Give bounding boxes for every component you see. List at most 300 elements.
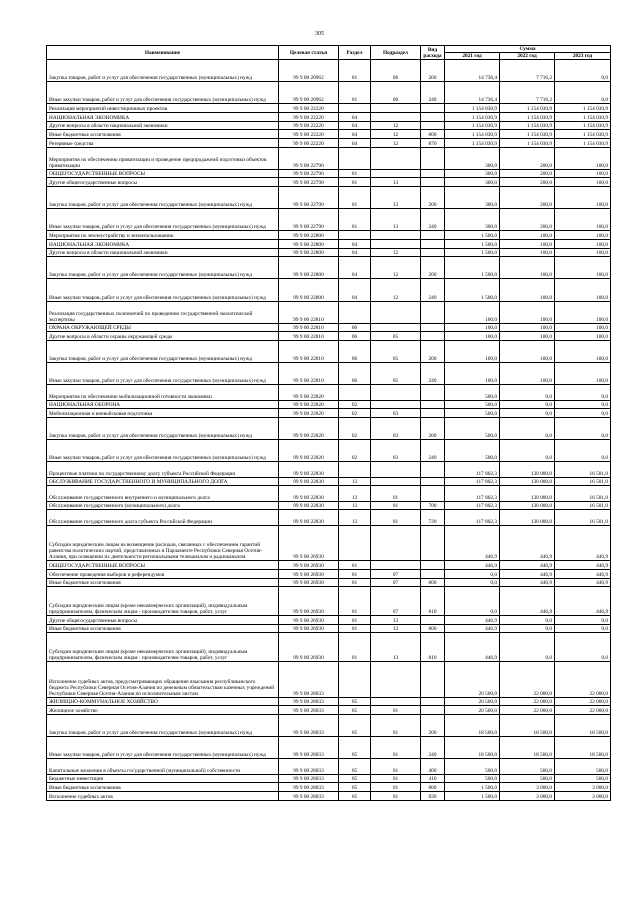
- row-section: 02: [339, 409, 371, 418]
- row-section: 04: [339, 112, 371, 121]
- row-section: [339, 147, 371, 169]
- row-value-2021: 446,9: [445, 525, 500, 561]
- row-value-2021: 500,0: [445, 440, 500, 462]
- row-value-2023: 446,9: [555, 525, 611, 561]
- row-code: 99 9 00 22790: [279, 187, 339, 209]
- row-subsection: 06: [371, 60, 421, 82]
- row-type: [421, 112, 445, 121]
- row-name: Закупка товаров, работ и услуг для обеспечения государственных (муниципальных) нужд: [47, 187, 279, 209]
- row-code: 99 9 00 22220: [279, 121, 339, 130]
- row-value-2023: 100,0: [555, 301, 611, 323]
- table-row: [47, 737, 611, 759]
- row-subsection: 03: [371, 417, 421, 439]
- row-section: 05: [339, 706, 371, 715]
- row-value-2023: 446,9: [555, 578, 611, 587]
- row-value-2023: 446,9: [555, 587, 611, 616]
- row-code: 99 9 00 22830: [279, 510, 339, 525]
- row-subsection: 05: [371, 341, 421, 363]
- row-section: 01: [339, 82, 371, 104]
- row-name: Резервные средства: [47, 138, 279, 147]
- table-row: [47, 510, 611, 525]
- row-subsection: 07: [371, 578, 421, 587]
- row-value-2021: 446,9: [445, 561, 500, 570]
- row-value-2022: 22 000,0: [500, 706, 555, 715]
- page-number: 305: [315, 31, 324, 37]
- row-value-2021: 100,0: [445, 363, 500, 385]
- table-row: [47, 569, 611, 578]
- row-value-2023: 100,0: [555, 257, 611, 279]
- row-subsection: [371, 104, 421, 113]
- row-name: Обслуживание государственного (муниципального) долга: [47, 501, 279, 510]
- budget-table: [46, 45, 611, 801]
- row-value-2022: 1 154 030,9: [500, 112, 555, 121]
- row-code: 99 9 00 22800: [279, 257, 339, 279]
- row-subsection: 13: [371, 178, 421, 187]
- row-section: 05: [339, 715, 371, 737]
- row-value-2023: 16 501,0: [555, 501, 611, 510]
- header-name: Наименование: [47, 46, 279, 60]
- row-value-2021: 14 736,4: [445, 60, 500, 82]
- row-value-2021: 1 154 030,9: [445, 130, 500, 139]
- row-type: 700: [421, 501, 445, 510]
- row-value-2021: 117 802,3: [445, 477, 500, 486]
- row-name: Бюджетные инвестиции: [47, 774, 279, 783]
- row-value-2023: 100,0: [555, 209, 611, 231]
- row-name: Жилищное хозяйство: [47, 706, 279, 715]
- row-subsection: 07: [371, 569, 421, 578]
- row-code: 99 9 00 28033: [279, 697, 339, 706]
- row-value-2021: 446,9: [445, 624, 500, 633]
- row-code: 99 9 00 22810: [279, 341, 339, 363]
- row-code: 99 9 00 22830: [279, 462, 339, 477]
- row-section: [339, 525, 371, 561]
- row-value-2023: 0,0: [555, 400, 611, 409]
- row-type: [421, 561, 445, 570]
- row-value-2023: 18 500,0: [555, 715, 611, 737]
- row-name: НАЦИОНАЛЬНАЯ ОБОРОНА: [47, 400, 279, 409]
- row-type: [421, 662, 445, 698]
- table-row: [47, 501, 611, 510]
- row-section: 13: [339, 486, 371, 501]
- row-name: Иные бюджетные ассигнования: [47, 624, 279, 633]
- table-row: [47, 417, 611, 439]
- table-row: [47, 82, 611, 104]
- row-name: Другие вопросы в области национальной экономики: [47, 121, 279, 130]
- row-name: Иные закупки товаров, работ и услуг для обеспечения государственных (муниципальных) нужд: [47, 363, 279, 385]
- row-value-2023: 0,0: [555, 82, 611, 104]
- row-type: [421, 239, 445, 248]
- row-code: 99 9 00 22820: [279, 409, 339, 418]
- row-subsection: 01: [371, 792, 421, 801]
- row-section: 04: [339, 279, 371, 301]
- row-type: 240: [421, 363, 445, 385]
- row-value-2022: 0,0: [500, 385, 555, 400]
- row-value-2021: 117 802,3: [445, 462, 500, 477]
- row-section: 06: [339, 323, 371, 332]
- table-row: [47, 525, 611, 561]
- table-row: [47, 231, 611, 240]
- table-row: [47, 248, 611, 257]
- row-value-2021: 500,0: [445, 400, 500, 409]
- row-value-2023: 100,0: [555, 178, 611, 187]
- row-section: 05: [339, 737, 371, 759]
- table-row: [47, 60, 611, 82]
- row-value-2021: 1 154 030,9: [445, 104, 500, 113]
- row-subsection: [371, 385, 421, 400]
- row-section: 02: [339, 417, 371, 439]
- row-name: Субсидии юридическим лицам (кроме некоммерческих организаций), индивидуальным предпринимателям, физическим лицам - производителям товаров, работ, услуг: [47, 633, 279, 662]
- row-value-2023: 16 501,0: [555, 486, 611, 501]
- row-subsection: 12: [371, 121, 421, 130]
- row-value-2021: 1 500,0: [445, 248, 500, 257]
- row-type: [421, 525, 445, 561]
- row-code: 99 9 00 26930: [279, 569, 339, 578]
- row-type: [421, 400, 445, 409]
- row-code: 99 9 00 28033: [279, 792, 339, 801]
- row-type: 200: [421, 187, 445, 209]
- row-section: 05: [339, 792, 371, 801]
- row-name: Закупка товаров, работ и услуг для обеспечения государственных (муниципальных) нужд: [47, 715, 279, 737]
- row-subsection: [371, 697, 421, 706]
- row-subsection: 12: [371, 279, 421, 301]
- row-value-2023: 1 154 030,9: [555, 121, 611, 130]
- row-value-2021: 117 802,3: [445, 486, 500, 501]
- row-value-2022: 18 500,0: [500, 715, 555, 737]
- row-name: ОХРАНА ОКРУЖАЮЩЕЙ СРЕДЫ: [47, 323, 279, 332]
- table-row: [47, 121, 611, 130]
- row-value-2022: 500,0: [500, 774, 555, 783]
- row-value-2023: 100,0: [555, 332, 611, 341]
- row-value-2021: 446,9: [445, 616, 500, 625]
- row-code: 99 9 00 28033: [279, 706, 339, 715]
- row-subsection: 01: [371, 783, 421, 792]
- row-value-2022: 100,0: [500, 248, 555, 257]
- row-value-2023: 100,0: [555, 147, 611, 169]
- table-row: [47, 209, 611, 231]
- row-name: Исполнение судебных актов, предусматривающих обращение взыскания республиканского бюджета Республики Северная Осетия-Алания по денежным обязательствам казенных учреждений Республики Северная Осетия-Алания по исполнительным листам: [47, 662, 279, 698]
- header-sum: Сумма: [445, 46, 611, 53]
- row-type: 240: [421, 279, 445, 301]
- row-value-2023: 100,0: [555, 363, 611, 385]
- row-value-2022: 1 154 030,9: [500, 121, 555, 130]
- row-value-2023: 22 000,0: [555, 697, 611, 706]
- row-code: 99 9 00 22830: [279, 501, 339, 510]
- row-type: [421, 301, 445, 323]
- row-type: 200: [421, 60, 445, 82]
- header-2022: 2022 год: [500, 53, 555, 60]
- table-row: [47, 462, 611, 477]
- row-code: 99 9 00 26930: [279, 561, 339, 570]
- table-row: [47, 138, 611, 147]
- row-value-2022: 1 154 030,9: [500, 130, 555, 139]
- row-subsection: 13: [371, 624, 421, 633]
- row-value-2023: 1 154 030,9: [555, 104, 611, 113]
- table-row: [47, 257, 611, 279]
- row-type: [421, 178, 445, 187]
- row-section: 01: [339, 169, 371, 178]
- row-section: 01: [339, 209, 371, 231]
- row-code: 99 9 00 26930: [279, 624, 339, 633]
- row-value-2023: 0,0: [555, 440, 611, 462]
- row-section: 05: [339, 759, 371, 774]
- row-value-2023: 0,0: [555, 417, 611, 439]
- row-type: 240: [421, 737, 445, 759]
- row-name: Иные бюджетные ассигнования: [47, 130, 279, 139]
- row-value-2021: 300,0: [445, 169, 500, 178]
- row-value-2022: 0,0: [500, 616, 555, 625]
- row-value-2022: 130 000,0: [500, 486, 555, 501]
- table-row: [47, 561, 611, 570]
- row-value-2022: 0,0: [500, 440, 555, 462]
- row-name: ЖИЛИЩНО-КОММУНАЛЬНОЕ ХОЗЯЙСТВО: [47, 697, 279, 706]
- row-section: 06: [339, 332, 371, 341]
- row-code: 99 9 00 22800: [279, 231, 339, 240]
- row-value-2021: 0,0: [445, 569, 500, 578]
- row-value-2022: 200,0: [500, 178, 555, 187]
- row-value-2023: 100,0: [555, 187, 611, 209]
- row-value-2022: 446,9: [500, 569, 555, 578]
- row-name: Реализация государственных полномочий по проведению государственной экологической экспертизы: [47, 301, 279, 323]
- row-subsection: [371, 525, 421, 561]
- row-name: Иные закупки товаров, работ и услуг для обеспечения государственных (муниципальных) нужд: [47, 279, 279, 301]
- row-value-2022: 3 000,0: [500, 783, 555, 792]
- row-name: Мероприятия по обеспечению приватизации и проведение предпродажной подготовки объектов приватизации: [47, 147, 279, 169]
- row-subsection: [371, 462, 421, 477]
- row-value-2021: 500,0: [445, 385, 500, 400]
- row-type: 200: [421, 257, 445, 279]
- header-2021: 2021 год: [445, 53, 500, 60]
- row-section: 01: [339, 616, 371, 625]
- row-value-2021: 1 500,0: [445, 231, 500, 240]
- row-value-2021: 117 802,3: [445, 510, 500, 525]
- row-section: 02: [339, 400, 371, 409]
- row-value-2023: 1 154 030,9: [555, 138, 611, 147]
- row-value-2021: 20 500,0: [445, 697, 500, 706]
- row-section: [339, 301, 371, 323]
- row-value-2023: 3 000,0: [555, 792, 611, 801]
- table-body: [47, 60, 611, 801]
- row-type: 830: [421, 792, 445, 801]
- row-value-2021: 446,9: [445, 633, 500, 662]
- row-subsection: 01: [371, 737, 421, 759]
- row-type: [421, 477, 445, 486]
- row-code: 99 9 00 22220: [279, 138, 339, 147]
- row-value-2022: 200,0: [500, 187, 555, 209]
- row-value-2021: 300,0: [445, 178, 500, 187]
- header-code: Целевая статья: [279, 46, 339, 60]
- row-code: 99 9 00 22790: [279, 169, 339, 178]
- table-row: [47, 332, 611, 341]
- row-subsection: 01: [371, 706, 421, 715]
- row-code: 99 9 00 28033: [279, 737, 339, 759]
- row-type: 400: [421, 759, 445, 774]
- row-name: НАЦИОНАЛЬНАЯ ЭКОНОМИКА: [47, 112, 279, 121]
- row-value-2021: 500,0: [445, 759, 500, 774]
- row-section: 04: [339, 138, 371, 147]
- row-section: 06: [339, 341, 371, 363]
- row-name: Субсидии юридическим лицам на возмещение расходов, связанных с обеспечением гарантий равенства политических партий, представленных в Парламенте Республики Северная Осетия-Алания, при освещении их деятельности региональными телеканалом и радиоканалом: [47, 525, 279, 561]
- row-subsection: 05: [371, 332, 421, 341]
- row-type: 240: [421, 440, 445, 462]
- table-row: [47, 104, 611, 113]
- row-value-2022: 130 000,0: [500, 510, 555, 525]
- row-name: Иные бюджетные ассигнования: [47, 783, 279, 792]
- row-value-2022: 100,0: [500, 323, 555, 332]
- row-code: 99 9 00 22820: [279, 417, 339, 439]
- row-subsection: 01: [371, 759, 421, 774]
- row-subsection: [371, 477, 421, 486]
- row-type: [421, 169, 445, 178]
- row-code: 99 9 00 26930: [279, 616, 339, 625]
- table-row: [47, 783, 611, 792]
- row-subsection: 01: [371, 486, 421, 501]
- row-section: [339, 462, 371, 477]
- row-subsection: [371, 400, 421, 409]
- row-section: 05: [339, 783, 371, 792]
- table-row: [47, 587, 611, 616]
- row-subsection: 12: [371, 257, 421, 279]
- table-row: [47, 169, 611, 178]
- row-type: 800: [421, 578, 445, 587]
- row-value-2023: 100,0: [555, 248, 611, 257]
- row-section: 01: [339, 624, 371, 633]
- row-section: 02: [339, 440, 371, 462]
- row-type: [421, 706, 445, 715]
- row-name: Закупка товаров, работ и услуг для обеспечения государственных (муниципальных) нужд: [47, 417, 279, 439]
- row-code: 99 9 00 22810: [279, 332, 339, 341]
- row-type: 810: [421, 587, 445, 616]
- row-value-2022: 0,0: [500, 624, 555, 633]
- row-name: Реализация мероприятий инвестиционных проектов: [47, 104, 279, 113]
- header-section: Раздел: [339, 46, 371, 60]
- row-code: 99 9 00 22220: [279, 112, 339, 121]
- row-value-2021: 14 736,4: [445, 82, 500, 104]
- table-row: [47, 279, 611, 301]
- row-name: Мобилизационная и вневойсковая подготовка: [47, 409, 279, 418]
- row-value-2022: 100,0: [500, 239, 555, 248]
- row-section: 04: [339, 130, 371, 139]
- row-type: 810: [421, 633, 445, 662]
- row-value-2021: 18 500,0: [445, 715, 500, 737]
- row-value-2021: 100,0: [445, 301, 500, 323]
- row-value-2023: 100,0: [555, 239, 611, 248]
- row-name: Мероприятия по обеспечению мобилизационной готовности экономики: [47, 385, 279, 400]
- table-row: [47, 633, 611, 662]
- row-name: Иные закупки товаров, работ и услуг для обеспечения государственных (муниципальных) нужд: [47, 440, 279, 462]
- row-value-2021: 100,0: [445, 341, 500, 363]
- table-row: [47, 486, 611, 501]
- row-section: 01: [339, 561, 371, 570]
- table-row: [47, 624, 611, 633]
- row-subsection: 13: [371, 616, 421, 625]
- row-value-2022: 100,0: [500, 332, 555, 341]
- row-code: 99 9 00 20962: [279, 82, 339, 104]
- table-row: [47, 112, 611, 121]
- row-code: 99 9 00 20962: [279, 60, 339, 82]
- row-type: 200: [421, 417, 445, 439]
- row-subsection: [371, 112, 421, 121]
- row-type: 200: [421, 341, 445, 363]
- row-name: ОБЩЕГОСУДАРСТВЕННЫЕ ВОПРОСЫ: [47, 169, 279, 178]
- row-section: 01: [339, 633, 371, 662]
- row-value-2023: 446,9: [555, 569, 611, 578]
- row-value-2022: 1 154 030,9: [500, 138, 555, 147]
- row-value-2022: 100,0: [500, 279, 555, 301]
- row-section: 01: [339, 578, 371, 587]
- row-name: Субсидии юридическим лицам (кроме некоммерческих организаций), индивидуальным предпринимателям, физическим лицам - производителям товаров, работ, услуг: [47, 587, 279, 616]
- row-name: Иные закупки товаров, работ и услуг для обеспечения государственных (муниципальных) нужд: [47, 82, 279, 104]
- row-type: [421, 385, 445, 400]
- row-section: 13: [339, 501, 371, 510]
- row-value-2022: 200,0: [500, 169, 555, 178]
- table-row: [47, 706, 611, 715]
- row-type: [421, 569, 445, 578]
- row-type: [421, 409, 445, 418]
- row-subsection: 12: [371, 248, 421, 257]
- row-type: 800: [421, 783, 445, 792]
- row-type: 800: [421, 130, 445, 139]
- row-value-2021: 300,0: [445, 187, 500, 209]
- row-code: 99 9 00 22800: [279, 248, 339, 257]
- row-subsection: 03: [371, 440, 421, 462]
- table-row: [47, 301, 611, 323]
- row-code: 99 9 00 28033: [279, 662, 339, 698]
- row-section: 01: [339, 187, 371, 209]
- row-value-2022: 22 000,0: [500, 662, 555, 698]
- row-code: 99 9 00 22820: [279, 385, 339, 400]
- row-subsection: [371, 239, 421, 248]
- row-value-2023: 100,0: [555, 169, 611, 178]
- row-name: Другие общегосударственные вопросы: [47, 178, 279, 187]
- table-row: [47, 774, 611, 783]
- row-section: 06: [339, 363, 371, 385]
- row-value-2022: 0,0: [500, 400, 555, 409]
- row-value-2021: 500,0: [445, 774, 500, 783]
- header-type: Вид расхода: [421, 46, 445, 60]
- row-code: 99 9 00 22810: [279, 363, 339, 385]
- row-value-2021: 1 500,0: [445, 792, 500, 801]
- row-value-2023: 16 501,0: [555, 477, 611, 486]
- row-value-2022: 446,9: [500, 561, 555, 570]
- row-section: 01: [339, 569, 371, 578]
- row-subsection: 05: [371, 363, 421, 385]
- row-name: Закупка товаров, работ и услуг для обеспечения государственных (муниципальных) нужд: [47, 341, 279, 363]
- row-value-2021: 300,0: [445, 209, 500, 231]
- row-value-2023: 0,0: [555, 60, 611, 82]
- row-value-2023: 100,0: [555, 341, 611, 363]
- row-code: 99 9 00 26930: [279, 525, 339, 561]
- row-name: Иные закупки товаров, работ и услуг для обеспечения государственных (муниципальных) нужд: [47, 737, 279, 759]
- row-subsection: 07: [371, 587, 421, 616]
- row-value-2023: 100,0: [555, 231, 611, 240]
- table-row: [47, 178, 611, 187]
- row-value-2021: 18 500,0: [445, 737, 500, 759]
- row-code: 99 9 00 22800: [279, 279, 339, 301]
- row-value-2021: 500,0: [445, 409, 500, 418]
- row-value-2022: 0,0: [500, 417, 555, 439]
- row-value-2023: 500,0: [555, 774, 611, 783]
- row-subsection: 01: [371, 510, 421, 525]
- row-section: 01: [339, 60, 371, 82]
- row-section: [339, 385, 371, 400]
- row-type: 870: [421, 138, 445, 147]
- row-value-2021: 1 154 030,9: [445, 121, 500, 130]
- row-code: 99 9 00 22790: [279, 178, 339, 187]
- row-value-2023: 1 154 030,9: [555, 130, 611, 139]
- row-name: Иные закупки товаров, работ и услуг для обеспечения государственных (муниципальных) нужд: [47, 209, 279, 231]
- row-value-2021: 100,0: [445, 323, 500, 332]
- row-value-2021: 117 802,3: [445, 501, 500, 510]
